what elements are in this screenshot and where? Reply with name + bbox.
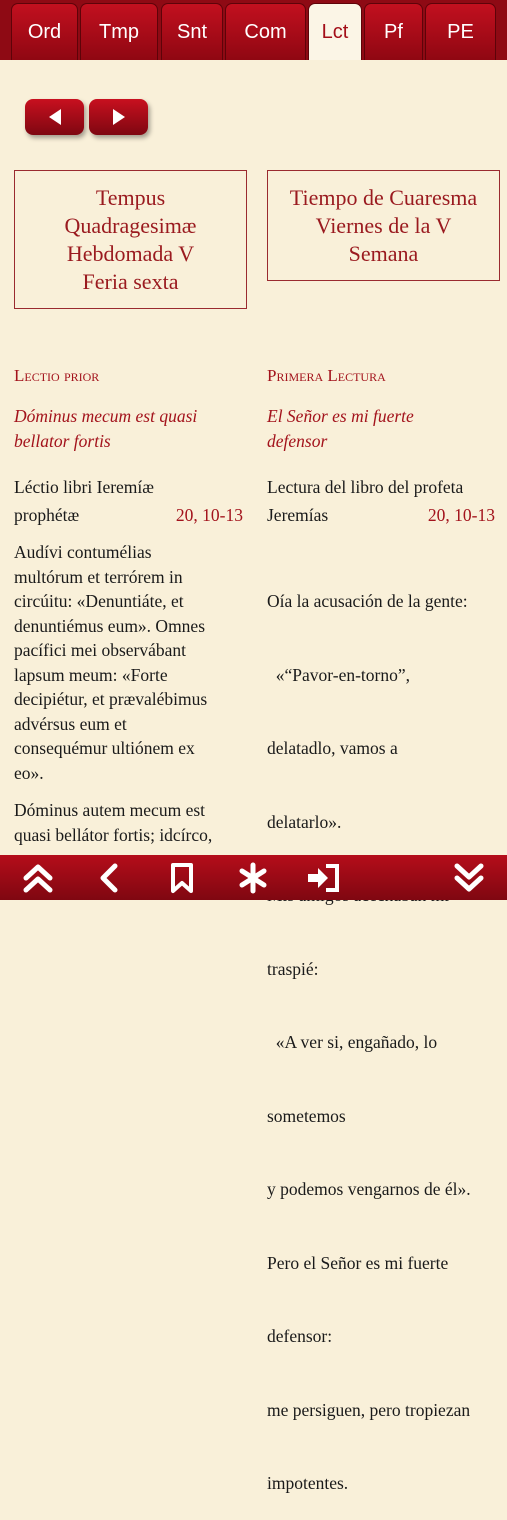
text-line: lapsum meum: «Forte [14, 664, 168, 685]
text-line: defensor: [267, 1326, 333, 1346]
text-line: y podemos vengarnos de él». [267, 1179, 471, 1199]
latin-reference: 20, 10-13 [175, 505, 243, 525]
text-line: multórum et terrórem in [14, 566, 183, 587]
latin-paragraph-1 [14, 540, 244, 785]
text-line: Audívi contumélias [14, 542, 152, 562]
text-line: Pero el Señor es mi fuerte [267, 1252, 449, 1273]
text-line: «“Pavor-en-torno”, [267, 664, 410, 685]
asterisk-icon[interactable] [228, 855, 278, 900]
spanish-title-line: Semana [348, 241, 419, 266]
text-line: traspié: [267, 958, 319, 979]
spanish-subtitle [267, 404, 499, 453]
latin-title-line: Quadragesimæ [64, 213, 197, 238]
latin-paragraph-2 [14, 798, 244, 847]
text-line: circúitu: «Denuntiáte, et [14, 591, 184, 611]
triangle-right-icon [113, 109, 125, 125]
tab-bar [0, 0, 507, 60]
latin-title-line: Feria sexta [82, 269, 179, 294]
spanish-column [267, 364, 499, 389]
text-line: delatadlo, vamos a [267, 738, 398, 758]
triangle-left-icon [49, 109, 61, 125]
text-line: delatarlo». [267, 811, 342, 832]
spanish-subtitle-line: El Señor es mi fuerte [267, 406, 414, 426]
spanish-source-line: Jeremías [267, 505, 329, 525]
spanish-text [267, 540, 503, 1520]
latin-column [14, 364, 244, 389]
latin-title-line: Hebdomada V [66, 241, 195, 266]
spanish-subtitle-line: defensor [267, 430, 328, 451]
spanish-title-line: Tiempo de Cuaresma [289, 185, 478, 210]
text-line: «A ver si, engañado, lo [267, 1032, 438, 1052]
chevron-left-icon[interactable] [84, 855, 134, 900]
double-chevron-down-icon[interactable] [444, 855, 494, 900]
spanish-source [267, 473, 495, 529]
text-line: impotentes. [267, 1473, 349, 1493]
next-button[interactable] [89, 99, 148, 135]
latin-source-line: Léctio libri Ieremíæ [14, 477, 154, 497]
text-line: pacífici mei observábant [14, 640, 187, 660]
latin-source [14, 473, 243, 529]
spanish-source-line: Lectura del libro del profeta [267, 477, 464, 497]
latin-title-box [14, 170, 247, 309]
bottom-toolbar [0, 855, 507, 900]
latin-subtitle-line: bellator fortis [14, 430, 111, 451]
latin-subtitle [14, 404, 244, 453]
text-line: decipiétur, et prævalébimus [14, 689, 208, 709]
latin-title-line: Tempus [95, 185, 166, 210]
bookmark-icon[interactable] [157, 855, 207, 900]
tab-pf[interactable]: Pf [364, 3, 423, 60]
spanish-title-box [267, 170, 500, 281]
text-line: advérsus eum et [14, 713, 127, 734]
text-line: Oía la acusación de la gente: [267, 591, 468, 611]
text-line: denuntiémus eum». Omnes [14, 615, 206, 636]
previous-button[interactable] [25, 99, 84, 135]
spanish-heading: Primera Lectura [267, 366, 386, 385]
spanish-title-line: Viernes de la V [315, 213, 452, 238]
text-line: me persiguen, pero tropiezan [267, 1399, 471, 1420]
latin-subtitle-line: Dóminus mecum est quasi [14, 406, 198, 426]
latin-heading: Lectio prior [14, 366, 100, 385]
tab-ord[interactable]: Ord [11, 3, 78, 60]
double-chevron-up-icon[interactable] [13, 855, 63, 900]
tab-tmp[interactable]: Tmp [80, 3, 158, 60]
tab-lct[interactable]: Lct [308, 3, 362, 60]
tab-snt[interactable]: Snt [161, 3, 223, 60]
tab-com[interactable]: Com [225, 3, 306, 60]
tab-pe[interactable]: PE [425, 3, 496, 60]
spanish-reference: 20, 10-13 [427, 505, 495, 525]
text-line: eo». [14, 762, 44, 783]
text-line: Dóminus autem mecum est [14, 800, 206, 820]
text-line: consequémur ultiónem ex [14, 738, 195, 758]
latin-source-line: prophétæ [14, 505, 80, 525]
sign-in-icon[interactable] [298, 855, 348, 900]
text-line: sometemos [267, 1105, 346, 1126]
text-line: quasi bellátor fortis; idcírco, [14, 824, 213, 845]
